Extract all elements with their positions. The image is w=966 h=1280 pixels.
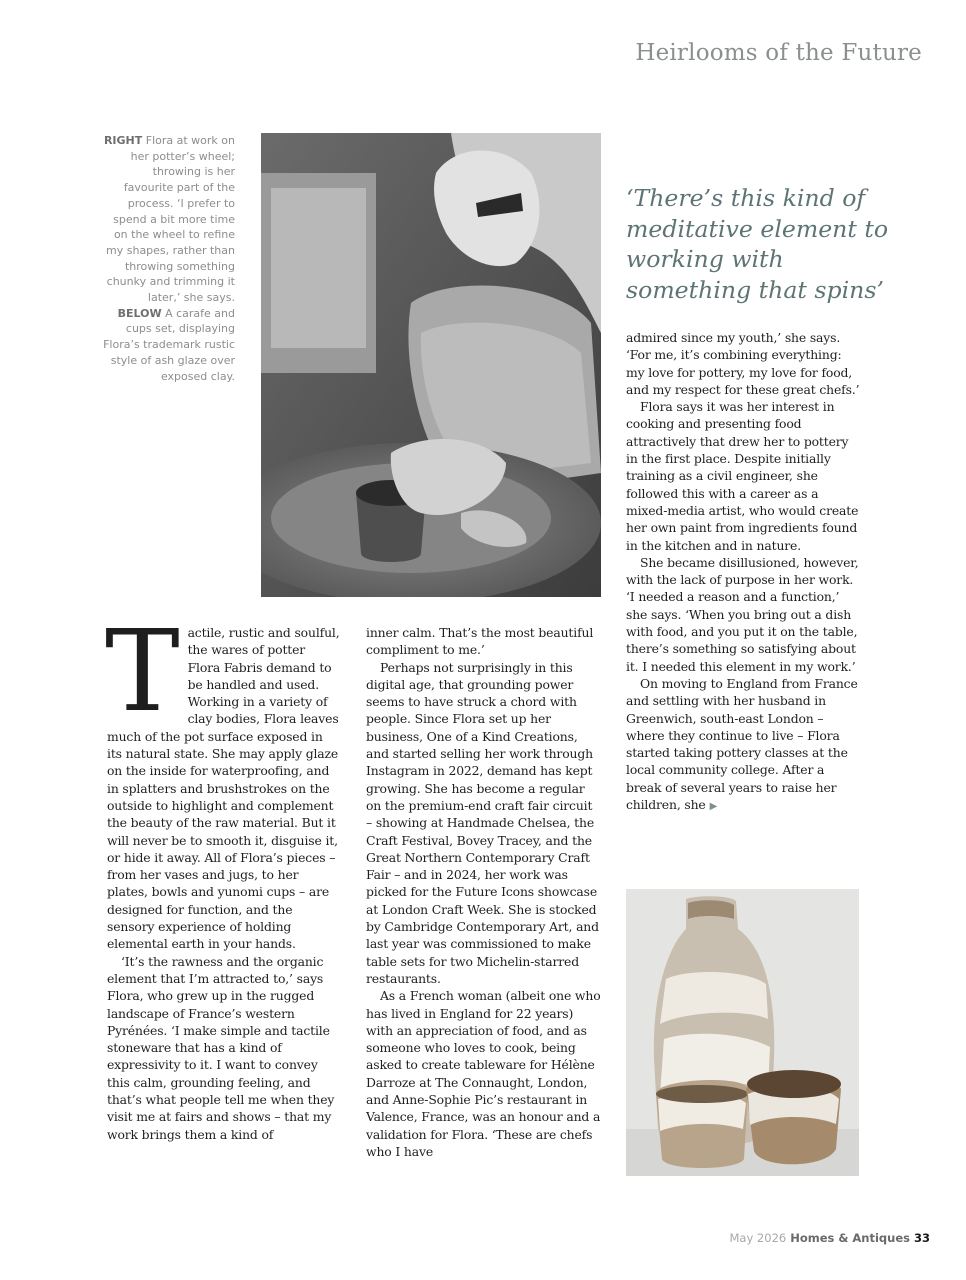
carafe-and-cups-photo [626,889,859,1176]
article-paragraph-text: On moving to England from France and settling with her husband in Greenwich, south-east London – where they continue to live – Flora started taking pottery classes at the local community college. After a break of several years to raise her children, she [626,675,858,813]
article-paragraph: inner calm. That’s the most beautiful compliment to me.’ [366,625,594,658]
section-title: Heirlooms of the Future [635,40,922,66]
article-paragraph-text: actile, rustic and soulful, the wares of potter Flora Fabris demand to be handled and used. Working in a variety of clay bodies, Flora leaves much of the pot surface exposed in its natural state. She may apply glaze on the inside for waterproofing, and in splatters and brushstrokes on the outside to highlight and complement the beauty of the raw material. But it will never be to smooth it, disguise it, or hide it away. All of Flora’s pieces – from her vases and jugs, to her plates, bowls and yunomi cups – are designed for function, and the sensory experience of holding elemental earth in your hands. [107,625,340,952]
article-paragraph: Perhaps not surprisingly in this digital age, that grounding power seems to have struck a chord with people. Since Flora set up her business, One of a Kind Creations, and started selling her work through Instagram in 2022, demand has kept growing. She has become a regular on the premium-end craft fair circuit – showing at Handmade Chelsea, the Craft Festival, Bovey Tracey, and the Great Northern Contemporary Craft Fair – and in 2024, her work was picked for the Future Icons showcase at London Craft Week. She is stocked by Cambridge Contemporary Art, and last year was commissioned to make table sets for two Michelin-starred restaurants. [366,659,599,986]
article-column-3 [626,329,862,815]
potter-at-wheel-photo [261,133,601,597]
article-column-1 [105,607,341,1143]
page-number: 33 [913,1231,930,1245]
article-paragraph [626,675,862,815]
caption-below [100,306,235,385]
photo-captions [100,133,235,384]
caption-below-text: A carafe and cups set, displaying Flora’s trademark rustic style of ash glaze over exposed clay. [103,306,235,383]
article-column-2 [366,624,602,1160]
drop-cap: T [105,607,180,737]
pull-quote: ‘There’s this kind of meditative element to working with something that spins’ [626,184,889,304]
caption-right-label: RIGHT [103,134,143,147]
article-paragraph: She became disillusioned, however, with the lack of purpose in her work. ‘I needed a reason and a function,’ she says. ‘When you bring out a dish with food, and you put it on the table, there’s something so satisfying about it. I needed this element in my work.’ [626,554,859,674]
caption-right [100,133,235,306]
article-paragraph: admired since my youth,’ she says. ‘For me, it’s combining everything: my love for pottery, my love for food, and my respect for these great chefs.’ [626,330,860,397]
article-paragraph: As a French woman (albeit one who has lived in England for 22 years) with an appreciation of food, and as someone who loves to cook, being asked to create tableware for Hélène Darroze at The Connaught, London, and Anne-Sophie Pic’s restaurant in Valence, France, was an honour and a validation for Flora. ‘These are chefs who I have [366,988,601,1159]
article-paragraph [105,607,341,953]
magazine-name: Homes & Antiques [790,1231,910,1245]
article-paragraph: Flora says it was her interest in cooking and presenting food attractively that drew her to pottery in the first place. Despite initially training as a civil engineer, she followed this with a career as a mixed-media artist, who would create her own paint from ingredients found in the kitchen and in nature. [626,399,859,553]
article-paragraph: ‘It’s the rawness and the organic element that I’m attracted to,’ says Flora, who grew up in the rugged landscape of France’s western Pyrénées. ‘I make simple and tactile stoneware that has a kind of expressivity to it. I want to convey this calm, grounding feeling, and that’s what people tell me when they visit me at fairs and shows – that my work brings them a kind of [107,953,335,1142]
caption-right-text: Flora at work on her potter’s wheel; throwing is her favourite part of the process. ‘I prefer to spend a bit more time on the wheel to refine my shapes, rather than throwing something chunky and trimming it later,’ she says. [106,134,235,305]
continue-arrow-icon: ▶ [709,801,718,813]
page-footer [730,1231,931,1245]
caption-below-label: BELOW [117,306,162,320]
issue-date: May 2026 [729,1231,787,1245]
